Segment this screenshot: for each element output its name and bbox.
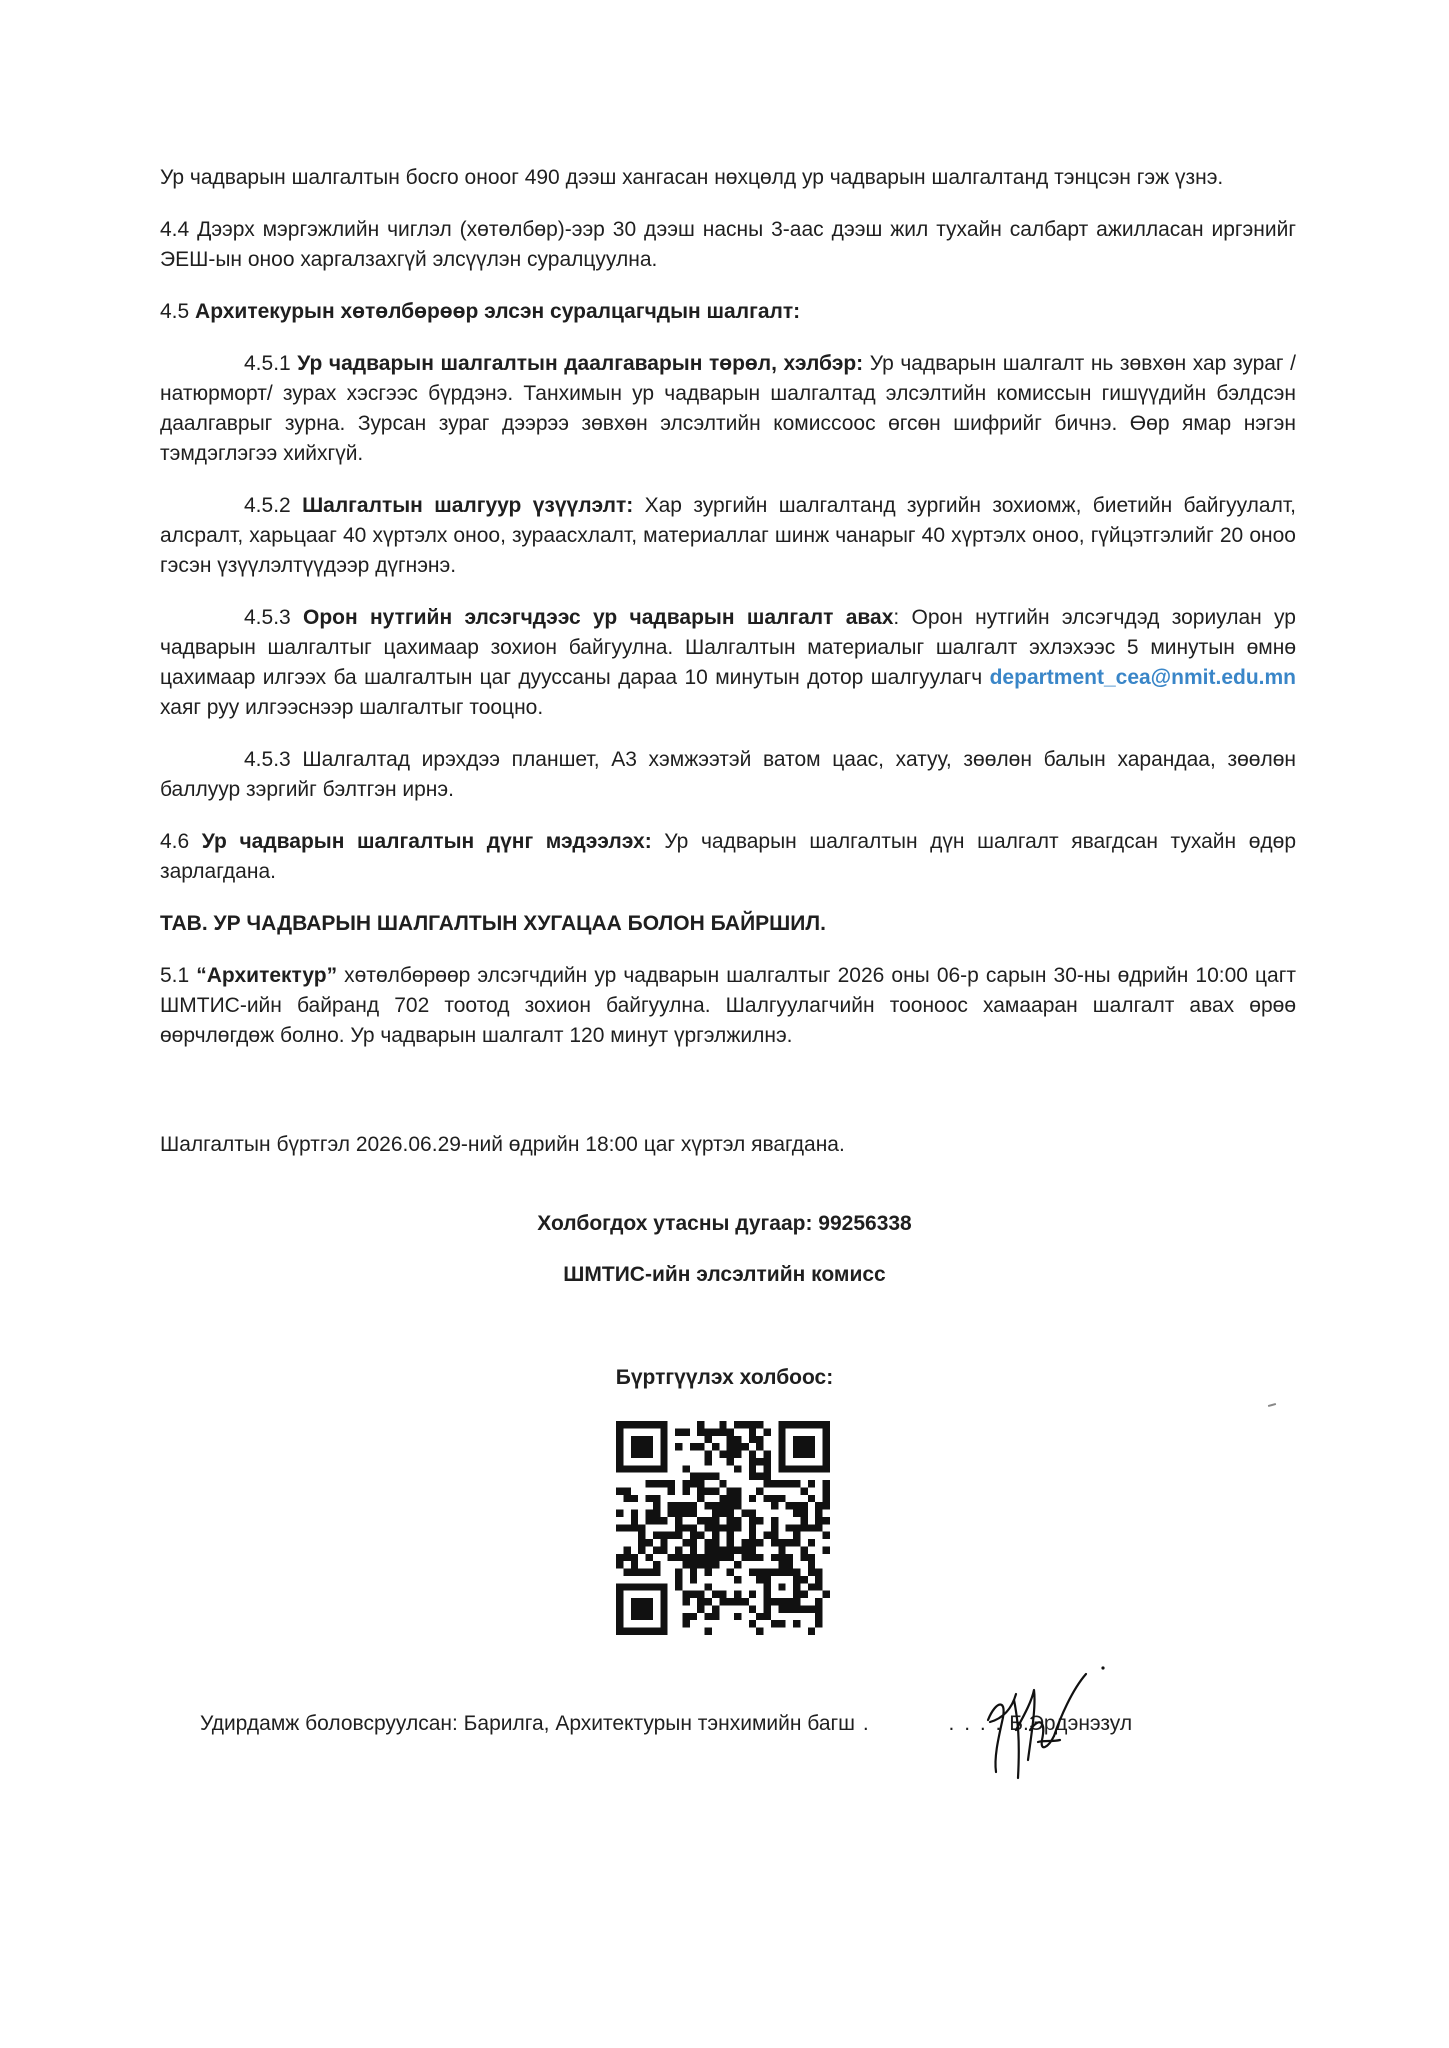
contact-phone: Холбогдох утасны дугаар: 99256338 [537, 1212, 912, 1235]
paragraph-4-5-3-title: Орон нутгийн элсэгчдээс ур чадварын шалгалт авах [303, 606, 894, 629]
paragraph-4-5-number: 4.5 [160, 300, 196, 323]
handwritten-signature [968, 1660, 1118, 1790]
paragraph-4-5-3-text-end: хаяг руу илгээснээр шалгалтыг тооцно. [160, 696, 544, 719]
paragraph-4-4: 4.4 Дээрх мэргэжлийн чиглэл (хөтөлбөр)-ээр 30 дээш насны 3-аас дээш жил тухайн салбарт ажилласан иргэнийг ЭЕШ-ын оноо харгалзахгүй элсүүлэн суралцуулна. [160, 218, 1296, 271]
paragraph-4-5-3-materials: 4.5.3 Шалгалтад ирэхдээ планшет, А3 хэмжээтэй ватом цаас, хатуу, зөөлөн балын харандаа, зөөлөн баллуур зэргийг бэлтгэн ирнэ. [160, 748, 1296, 801]
paragraph-4-5 [160, 297, 1296, 327]
paragraph-4-5-1-text: Ур чадварын шалгалт нь зөвхөн хар зураг /натюрморт/ зурах хэсгээс бүрдэнэ. Танхимын ур чадварын шалгалтад элсэлтийн комиссын гишүүдийн бэлдсэн даалгаврыг зурна. Зурсан зураг дээрээ зөвхөн элсэлтийн комиссоос өгсөн шифрийг бичнэ. Өөр ямар нэгэн тэмдэглэгээ хийхгүй. [160, 352, 1296, 465]
paragraph-4-5-3-number: 4.5.3 [244, 606, 304, 629]
scan-speck [1268, 1403, 1276, 1407]
author-name: Б.Эрдэнэзул [1003, 1712, 1133, 1735]
paragraph-4-5-3-online [160, 603, 1296, 723]
paragraph-4-5-3-text: : Орон нутгийн элсэгчдэд зориулан ур чадварын шалгалтыг цахимаар зохион байгуулна. Шалгалтын материалыг шалгалт эхлэхээс 5 минутын өмнө цахимаар илгээх ба шалгалтын цаг дууссаны дараа 10 минутын дотор шалгуулагч [160, 606, 1296, 689]
paragraph-4-5-1 [160, 349, 1296, 469]
body-text [160, 163, 1296, 1051]
paragraph-intro: Ур чадварын шалгалтын босго оноог 490 дээш хангасан нөхцөлд ур чадварын шалгалтанд тэнцсэн гэж үзнэ. [160, 166, 1224, 189]
paragraph-5-1-title: “Архитектур” [196, 964, 338, 987]
prepared-by-text: Удирдамж боловсруулсан: Барилга, Архитектурын тэнхимийн багш [200, 1712, 856, 1735]
registration-link-label: Бүртгүүлэх холбоос: [615, 1366, 834, 1389]
admission-committee: ШМТИС-ийн элсэлтийн комисс [563, 1263, 886, 1286]
registration-note: Шалгалтын бүртгэл 2026.06.29-ний өдрийн 18:00 цаг хүртэл явагдана. [160, 1133, 845, 1156]
paragraph-4-5-2 [160, 491, 1296, 581]
paragraph-4-6-title: Ур чадварын шалгалтын дүнг мэдээлэх: [201, 830, 652, 853]
paragraph-4-5-1-number: 4.5.1 [244, 352, 298, 375]
paragraph-4-6-number: 4.6 [160, 830, 202, 853]
paragraph-4-6 [160, 827, 1296, 887]
signature-dots-left: . [855, 1712, 879, 1735]
paragraph-4-5-1-title: Ур чадварын шалгалтын даалгаварын төрөл, хэлбэр: [297, 352, 864, 375]
paragraph-5-1 [160, 961, 1296, 1051]
signature-dots-right: . . . . [948, 1712, 1004, 1735]
paragraph-5-1-number: 5.1 [160, 964, 197, 987]
paragraph-5-1-text: хөтөлбөрөөр элсэгчдийн ур чадварын шалгалтыг 2026 оны 06-р сарын 30-ны өдрийн 10:00 цагт ШМТИС-ийн байранд 702 тоотод зохион байгуулна. Шалгуулагчийн тооноос хамааран шалгалт авах өрөө өөрчлөгдөж болно. Ур чадварын шалгалт 120 минут үргэлжилнэ. [160, 964, 1296, 1047]
paragraph-4-5-2-text: Хар зургийн шалгалтанд зургийн зохиомж, биетийн байгуулалт, алсралт, харьцааг 40 хүртэлх оноо, зураасхлалт, материаллаг шинж чанарыг 40 хүртэлх оноо, гүйцэтгэлийг 20 оноо гэсэн үзүүлэлтүүдээр дүгнэнэ. [160, 494, 1296, 577]
section-5-heading: ТАВ. УР ЧАДВАРЫН ШАЛГАЛТЫН ХУГАЦАА БОЛОН БАЙРШИЛ. [160, 912, 826, 935]
paragraph-4-6-text: Ур чадварын шалгалтын дүн шалгалт явагдсан тухайн өдөр зарлагдана. [160, 830, 1297, 883]
paragraph-4-5-2-title: Шалгалтын шалгуур үзүүлэлт: [302, 494, 634, 517]
paragraph-4-5-2-number: 4.5.2 [244, 494, 303, 517]
registration-qr-code[interactable] [616, 1421, 830, 1635]
email-link[interactable]: department_cea@nmit.edu.mn [989, 666, 1296, 689]
paragraph-4-5-title: Архитекурын хөтөлбөрөөр элсэн суралцагчдын шалгалт: [195, 300, 801, 323]
